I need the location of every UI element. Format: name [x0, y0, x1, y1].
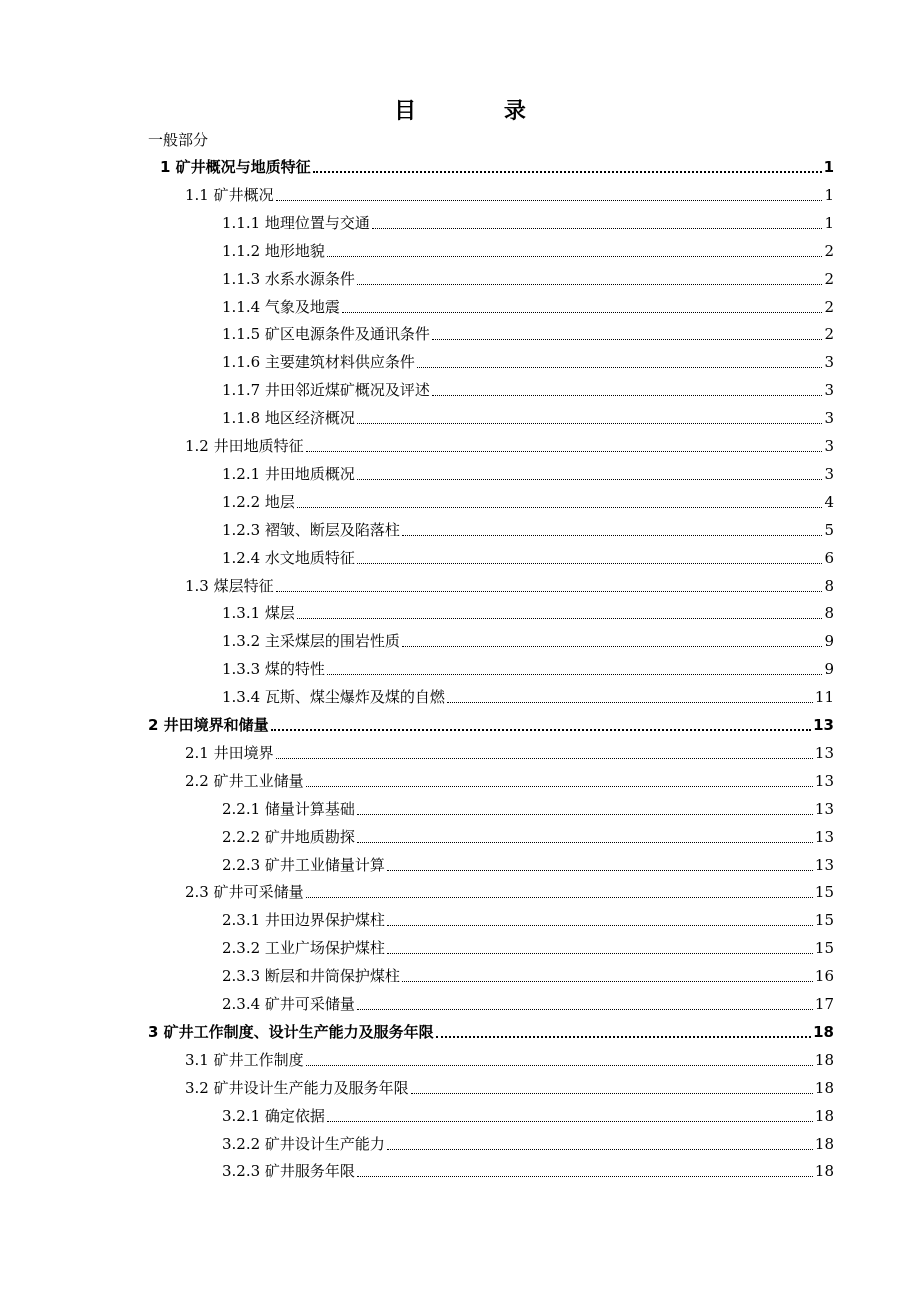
toc-entry-label: 1.2 井田地质特征 — [185, 437, 304, 455]
dot-leader — [306, 1065, 813, 1066]
toc-entry-page: 13 — [814, 856, 834, 874]
toc-entry-label: 1.3.4 瓦斯、煤尘爆炸及煤的自燃 — [222, 688, 445, 706]
toc-entry-page: 13 — [814, 828, 834, 846]
toc-entry-page: 15 — [814, 911, 834, 929]
toc-entry[interactable] — [222, 293, 834, 321]
toc-entry-label: 1.2.4 水文地质特征 — [222, 549, 355, 567]
toc-entry[interactable] — [222, 460, 834, 488]
toc-entry-label: 2.3.3 断层和井筒保护煤柱 — [222, 967, 400, 985]
toc-entry-page: 18 — [814, 1135, 834, 1153]
dot-leader — [306, 786, 813, 787]
toc-entry[interactable] — [222, 237, 834, 265]
dot-leader — [276, 758, 813, 759]
dot-leader — [387, 1149, 813, 1150]
dot-leader — [432, 339, 823, 340]
toc-entry-page: 3 — [824, 465, 834, 483]
dot-leader — [271, 729, 811, 731]
toc-entry-page: 18 — [814, 1107, 834, 1125]
toc-entry-page: 2 — [824, 242, 834, 260]
toc-entry[interactable] — [185, 181, 834, 209]
dot-leader — [297, 618, 823, 619]
toc-entry-page: 3 — [824, 437, 834, 455]
dot-leader — [276, 200, 823, 201]
dot-leader — [372, 228, 823, 229]
toc-entry[interactable] — [222, 823, 834, 851]
toc-entry-label: 3.2.1 确定依据 — [222, 1107, 325, 1125]
toc-entry-label: 3.2.2 矿井设计生产能力 — [222, 1135, 385, 1153]
dot-leader — [387, 925, 813, 926]
toc-entry[interactable] — [222, 209, 834, 237]
toc-entry-page: 16 — [814, 967, 834, 985]
toc-entry-page: 9 — [824, 660, 834, 678]
toc-entry[interactable] — [222, 1130, 834, 1158]
toc-entry[interactable] — [160, 153, 834, 181]
toc-entry[interactable] — [185, 572, 834, 600]
toc-entry-page: 18 — [814, 1079, 834, 1097]
toc-entry-label: 2.2.2 矿井地质勘探 — [222, 828, 355, 846]
dot-leader — [297, 507, 823, 508]
toc-entry-label: 2.3.2 工业广场保护煤柱 — [222, 939, 385, 957]
toc-entry-page: 1 — [823, 158, 834, 176]
toc-entry-label: 1.3.1 煤层 — [222, 604, 295, 622]
toc-entry[interactable] — [222, 348, 834, 376]
dot-leader — [276, 591, 823, 592]
toc-entry-page: 17 — [814, 995, 834, 1013]
toc-entry-label: 2.2.1 储量计算基础 — [222, 800, 355, 818]
dot-leader — [387, 953, 813, 954]
toc-entry-page: 8 — [824, 577, 834, 595]
toc-entry-label: 2 井田境界和储量 — [148, 716, 269, 734]
toc-entry[interactable] — [222, 1102, 834, 1130]
toc-entry[interactable] — [222, 683, 834, 711]
dot-leader — [417, 367, 823, 368]
toc-entry[interactable] — [222, 376, 834, 404]
dot-leader — [313, 171, 822, 173]
toc-entry-page: 3 — [824, 381, 834, 399]
toc-entry-label: 2.3.4 矿井可采储量 — [222, 995, 355, 1013]
toc-entry-page: 5 — [824, 521, 834, 539]
toc-entry[interactable] — [222, 934, 834, 962]
toc-entry-page: 6 — [824, 549, 834, 567]
toc-entry-label: 2.3 矿井可采储量 — [185, 883, 304, 901]
toc-entry-page: 1 — [824, 186, 834, 204]
toc-entry-label: 3 矿井工作制度、设计生产能力及服务年限 — [148, 1023, 434, 1041]
toc-entry-page: 2 — [824, 298, 834, 316]
toc-entry[interactable] — [185, 1046, 834, 1074]
toc-entry-page: 15 — [814, 883, 834, 901]
dot-leader — [327, 256, 823, 257]
toc-entry-label: 1.1.3 水系水源条件 — [222, 270, 355, 288]
toc-entry[interactable] — [222, 655, 834, 683]
toc-entry[interactable] — [148, 711, 834, 739]
dot-leader — [436, 1036, 811, 1038]
toc-entry-label: 1.1 矿井概况 — [185, 186, 274, 204]
dot-leader — [387, 870, 813, 871]
toc-entry-label: 3.2.3 矿井服务年限 — [222, 1162, 355, 1180]
toc-entry[interactable] — [222, 906, 834, 934]
toc-entry-page: 3 — [824, 409, 834, 427]
toc-entry[interactable] — [222, 990, 834, 1018]
toc-entry-label: 2.2.3 矿井工业储量计算 — [222, 856, 385, 874]
toc-entry[interactable] — [185, 432, 834, 460]
toc-entry-label: 2.3.1 井田边界保护煤柱 — [222, 911, 385, 929]
toc-entry-page: 8 — [824, 604, 834, 622]
dot-leader — [447, 702, 813, 703]
toc-entry-label: 1.1.2 地形地貌 — [222, 242, 325, 260]
toc-entry-page: 11 — [814, 688, 834, 706]
toc-entry-label: 1.3.2 主采煤层的围岩性质 — [222, 632, 400, 650]
dot-leader — [357, 1009, 813, 1010]
toc-entry-label: 2.2 矿井工业储量 — [185, 772, 304, 790]
toc-entry-label: 1.3.3 煤的特性 — [222, 660, 325, 678]
toc-entry-page: 18 — [814, 1051, 834, 1069]
dot-leader — [306, 897, 813, 898]
toc-entry-label: 1 矿井概况与地质特征 — [160, 158, 311, 176]
toc-entry[interactable] — [222, 962, 834, 990]
toc-entry-label: 1.1.7 井田邻近煤矿概况及评述 — [222, 381, 430, 399]
toc-entry-page: 1 — [824, 214, 834, 232]
toc-entry[interactable] — [185, 767, 834, 795]
dot-leader — [327, 674, 823, 675]
toc-entry[interactable] — [222, 795, 834, 823]
dot-leader — [357, 842, 813, 843]
toc-entry[interactable] — [222, 544, 834, 572]
dot-leader — [306, 451, 823, 452]
toc-entry[interactable] — [222, 516, 834, 544]
toc-entry-label: 1.1.6 主要建筑材料供应条件 — [222, 353, 415, 371]
page-title: 目 录 — [394, 99, 566, 124]
toc-entry-page: 13 — [813, 716, 834, 734]
toc-entry-page: 9 — [824, 632, 834, 650]
toc-entry[interactable] — [222, 599, 834, 627]
dot-leader — [402, 535, 823, 536]
toc-entry-label: 1.3 煤层特征 — [185, 577, 274, 595]
section-label: 一般部分 — [148, 131, 209, 149]
dot-leader — [357, 814, 813, 815]
toc-entry-label: 1.2.3 褶皱、断层及陷落柱 — [222, 521, 400, 539]
toc-entry[interactable] — [222, 320, 834, 348]
toc-entry-page: 18 — [813, 1023, 834, 1041]
toc-entry-label: 1.1.8 地区经济概况 — [222, 409, 355, 427]
dot-leader — [357, 423, 823, 424]
dot-leader — [402, 981, 813, 982]
dot-leader — [357, 284, 823, 285]
toc-entry-label: 3.2 矿井设计生产能力及服务年限 — [185, 1079, 409, 1097]
toc-entry[interactable] — [148, 1018, 834, 1046]
toc-entry[interactable] — [222, 851, 834, 879]
toc-entry-page: 2 — [824, 270, 834, 288]
toc-entry-page: 2 — [824, 325, 834, 343]
toc-entry[interactable] — [222, 627, 834, 655]
dot-leader — [342, 312, 823, 313]
toc-entry-page: 3 — [824, 353, 834, 371]
toc-entry[interactable] — [185, 878, 834, 906]
dot-leader — [327, 1121, 813, 1122]
toc-entry[interactable] — [222, 265, 834, 293]
dot-leader — [402, 646, 823, 647]
toc-entry-label: 1.2.2 地层 — [222, 493, 295, 511]
toc-entry[interactable] — [222, 1157, 834, 1185]
toc-entry-page: 13 — [814, 772, 834, 790]
dot-leader — [357, 479, 823, 480]
toc-entry-label: 1.1.1 地理位置与交通 — [222, 214, 370, 232]
toc-entry-label: 1.1.4 气象及地震 — [222, 298, 340, 316]
toc-entry-label: 1.2.1 井田地质概况 — [222, 465, 355, 483]
toc-entry-label: 2.1 井田境界 — [185, 744, 274, 762]
dot-leader — [357, 563, 823, 564]
toc-entry-label: 3.1 矿井工作制度 — [185, 1051, 304, 1069]
toc-entry-page: 4 — [824, 493, 834, 511]
dot-leader — [357, 1176, 813, 1177]
toc-entry-page: 13 — [814, 800, 834, 818]
dot-leader — [411, 1093, 813, 1094]
toc-entry[interactable] — [185, 1074, 834, 1102]
toc-entry[interactable] — [222, 488, 834, 516]
toc-entry[interactable] — [222, 404, 834, 432]
toc-entry[interactable] — [185, 739, 834, 767]
dot-leader — [432, 395, 823, 396]
toc-entry-label: 1.1.5 矿区电源条件及通讯条件 — [222, 325, 430, 343]
toc-entry-page: 15 — [814, 939, 834, 957]
toc-entry-page: 18 — [814, 1162, 834, 1180]
toc-entry-page: 13 — [814, 744, 834, 762]
